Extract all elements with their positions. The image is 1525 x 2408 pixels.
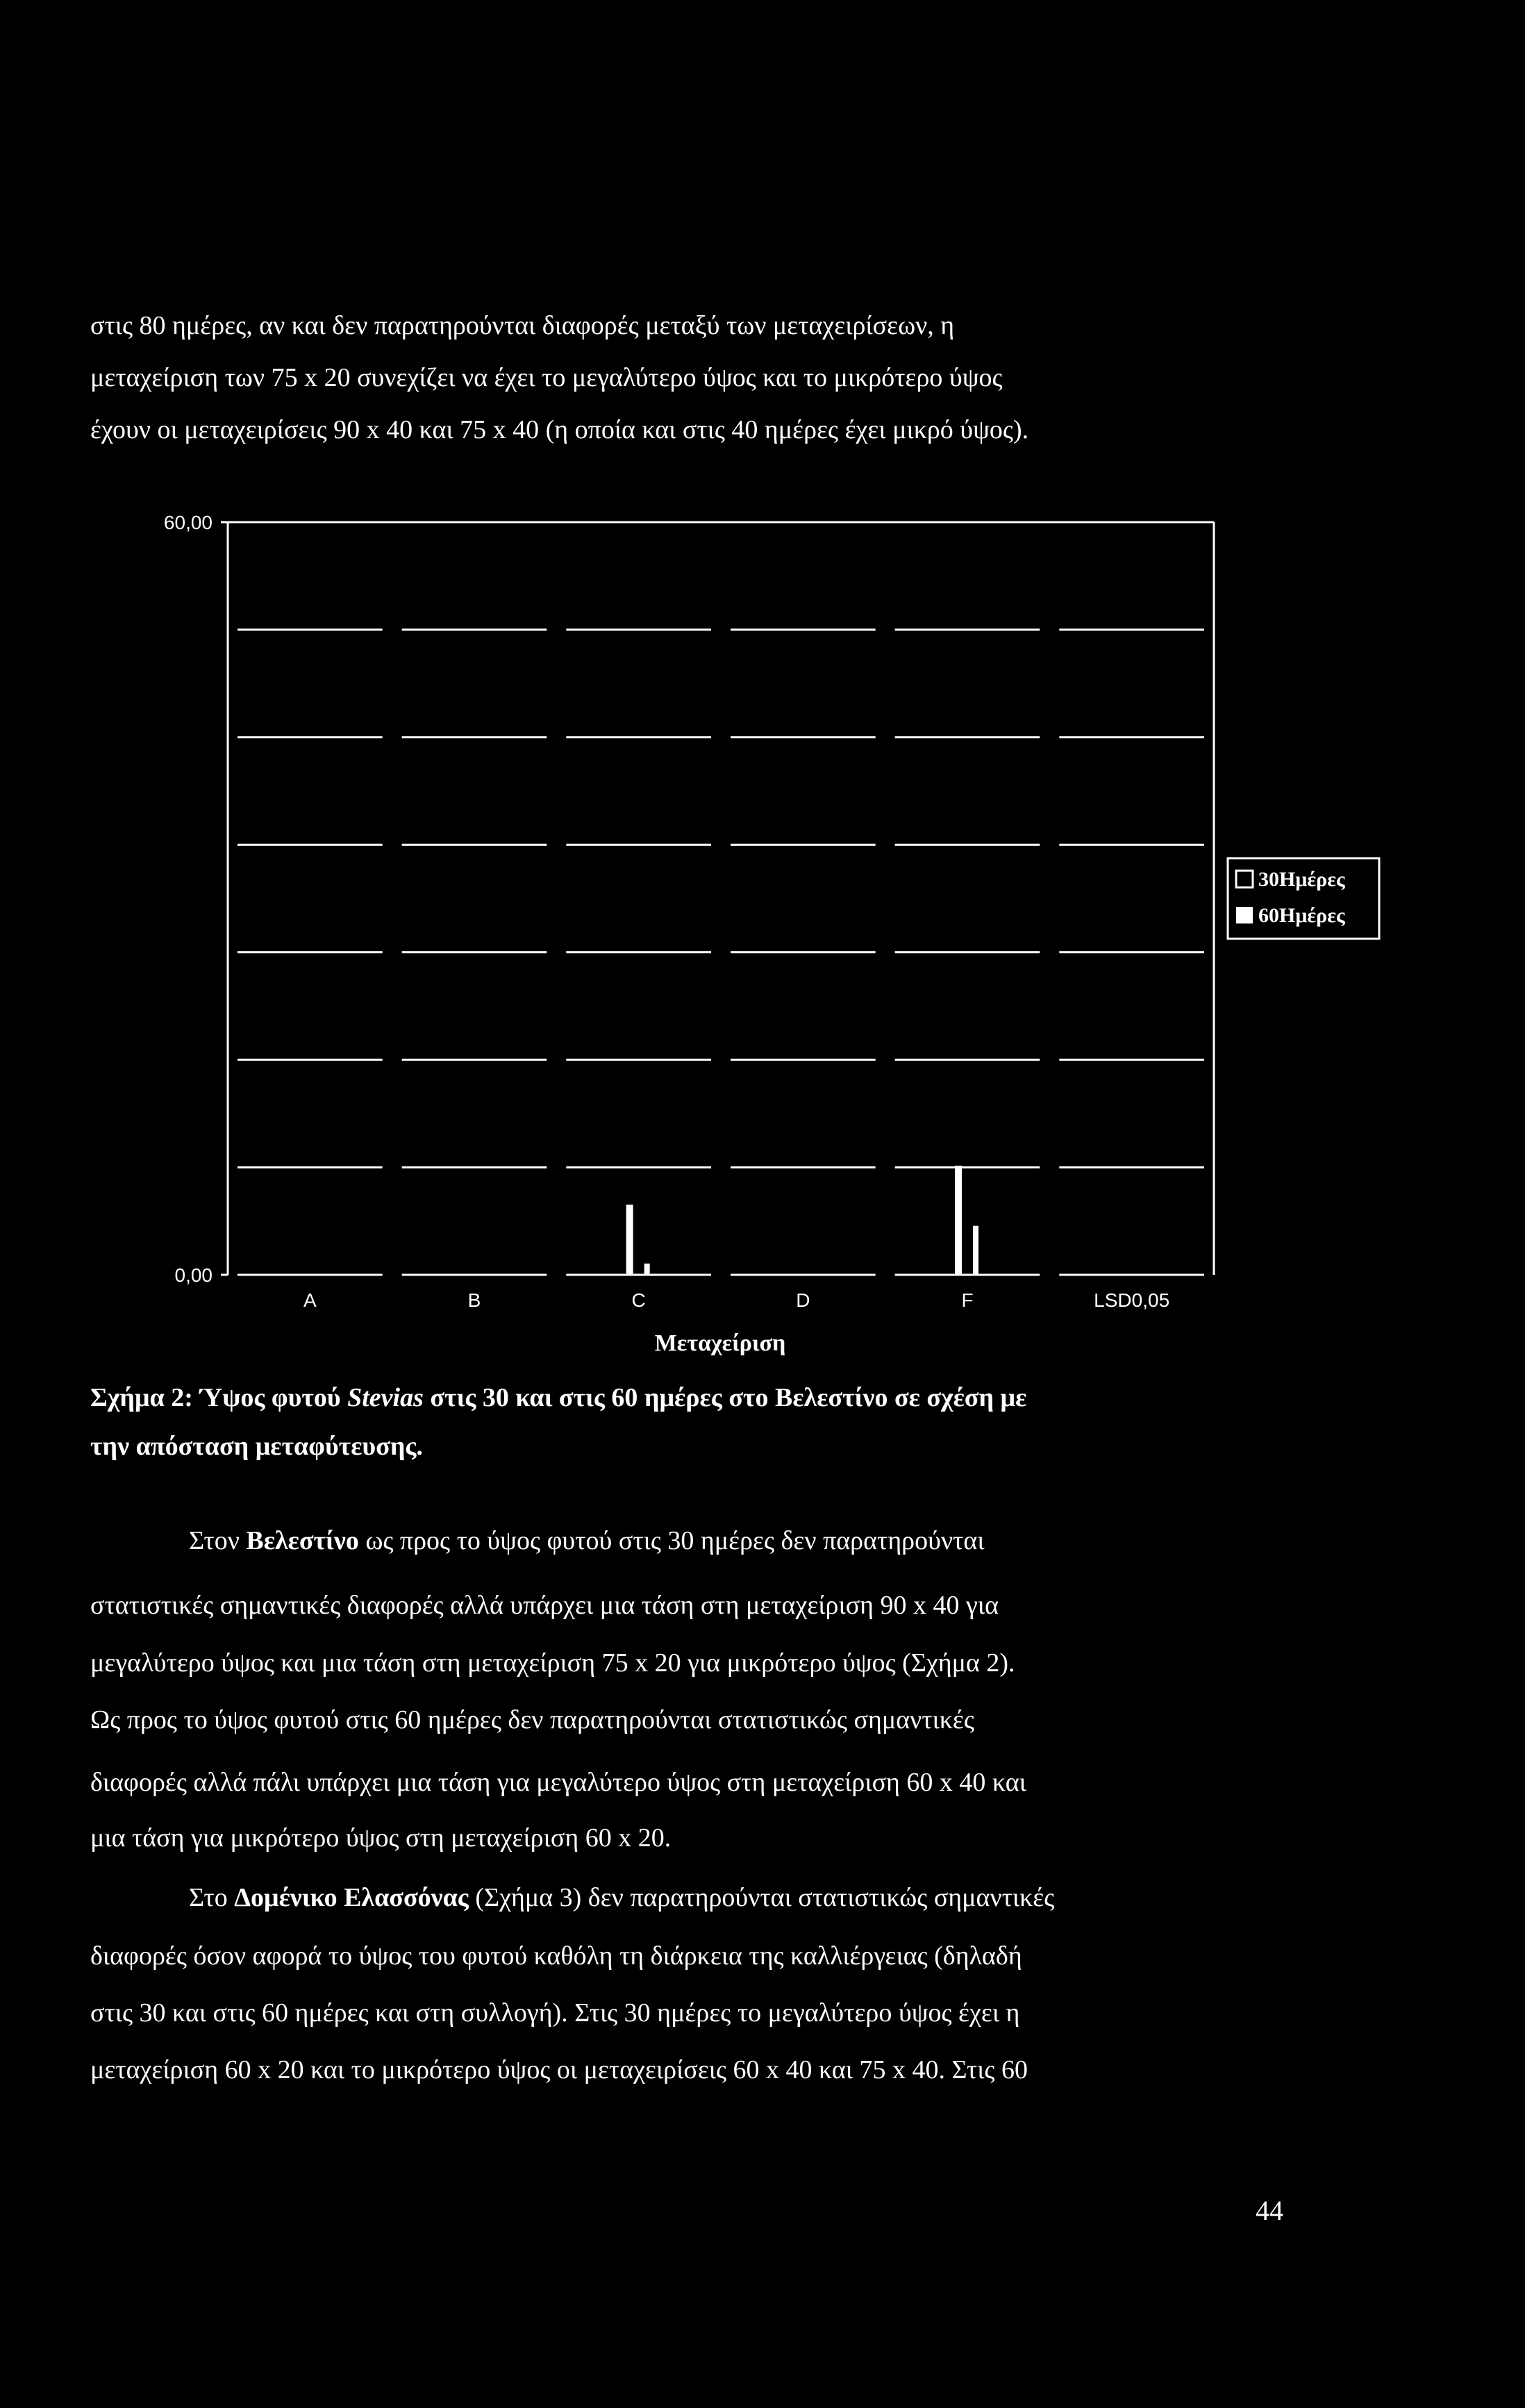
- x-tick-label: F: [961, 1289, 974, 1311]
- para1-line1: στις 80 ημέρες, αν και δεν παρατηρούνται διαφορές μεταξύ των μεταχειρίσεων, η: [90, 311, 955, 340]
- legend-label: 30Ημέρες: [1258, 868, 1345, 891]
- caption-prefix: Σχήμα 2: Ύψος φυτού: [90, 1383, 348, 1412]
- caption-species: Stevias: [347, 1383, 424, 1412]
- bar-60-days: [973, 1226, 978, 1275]
- x-tick-label: B: [467, 1289, 481, 1311]
- para2-line6: μια τάση για μικρότερο ύψος στη μεταχείριση 60 x 20.: [90, 1823, 672, 1853]
- para3-text-a: Στο: [189, 1883, 235, 1912]
- y-tick-label: 60,00: [163, 512, 212, 533]
- y-tick-label: 0,00: [174, 1264, 212, 1286]
- para3-text-c: (Σχήμα 3) δεν παρατηρούνται στατιστικώς σημαντικές: [468, 1883, 1055, 1912]
- bar-60-days: [644, 1264, 650, 1275]
- caption-suffix: στις 30 και στις 60 ημέρες στο Βελεστίνο σε σχέση με: [423, 1383, 1027, 1412]
- para2-text-c: ως προς το ύψος φυτού στις 30 ημέρες δεν παρατηρούνται: [358, 1526, 985, 1555]
- x-axis-title: Μεταχείριση: [654, 1330, 786, 1356]
- x-tick-label: A: [303, 1289, 317, 1311]
- para1-line3: έχουν οι μεταχειρίσεις 90 x 40 και 75 x 40 (η οποία και στις 40 ημέρες έχει μικρό ύψος).: [90, 415, 1029, 444]
- page-number: 44: [1256, 2195, 1283, 2226]
- para2-line3: μεγαλύτερο ύψος και μια τάση στη μεταχείριση 75 x 20 για μικρότερο ύψος (Σχήμα 2).: [90, 1648, 1015, 1678]
- para3-location: Δομένικο Ελασσόνας: [234, 1883, 469, 1912]
- bar-30-days: [626, 1205, 633, 1275]
- para2-line4: Ως προς το ύψος φυτού στις 60 ημέρες δεν παρατηρούνται στατιστικώς σημαντικές: [90, 1705, 974, 1734]
- x-tick-label: D: [796, 1289, 810, 1311]
- x-tick-label: LSD0,05: [1094, 1289, 1170, 1311]
- x-tick-label: C: [631, 1289, 646, 1311]
- para2-text-a: Στον: [189, 1526, 247, 1555]
- para3-line2: διαφορές όσον αφορά το ύψος του φυτού καθόλη τη διάρκεια της καλλιέργειας (δηλαδή: [90, 1941, 1022, 1971]
- para2-line1: [189, 1528, 985, 1554]
- para3-line4: μεταχείριση 60 x 20 και το μικρότερο ύψος οι μεταχειρίσεις 60 x 40 και 75 x 40. Στις 60: [90, 2055, 1028, 2084]
- para3-line1: [189, 1884, 1054, 1911]
- para3-line3: στις 30 και στις 60 ημέρες και στη συλλογή). Στις 30 ημέρες το μεγαλύτερο ύψος έχει η: [90, 1998, 1020, 2027]
- para1-line2: μεταχείριση των 75 x 20 συνεχίζει να έχει το μεγαλύτερο ύψος και το μικρότερο ύψος: [90, 363, 1003, 392]
- bar-30-days: [955, 1166, 962, 1275]
- para2-location: Βελεστίνο: [246, 1526, 359, 1555]
- legend-label: 60Ημέρες: [1258, 904, 1345, 927]
- figure-caption-line2: την απόσταση μεταφύτευσης.: [90, 1432, 423, 1461]
- legend-swatch-30: [1236, 871, 1253, 887]
- legend-swatch-60: [1236, 907, 1253, 923]
- figure-caption: [90, 1385, 1026, 1411]
- para2-line5: διαφορές αλλά πάλι υπάρχει μια τάση για μεγαλύτερο ύψος στη μεταχείριση 60 x 40 και: [90, 1768, 1026, 1797]
- para2-line2: στατιστικές σημαντικές διαφορές αλλά υπάρχει μια τάση στη μεταχείριση 90 x 40 για: [90, 1591, 999, 1620]
